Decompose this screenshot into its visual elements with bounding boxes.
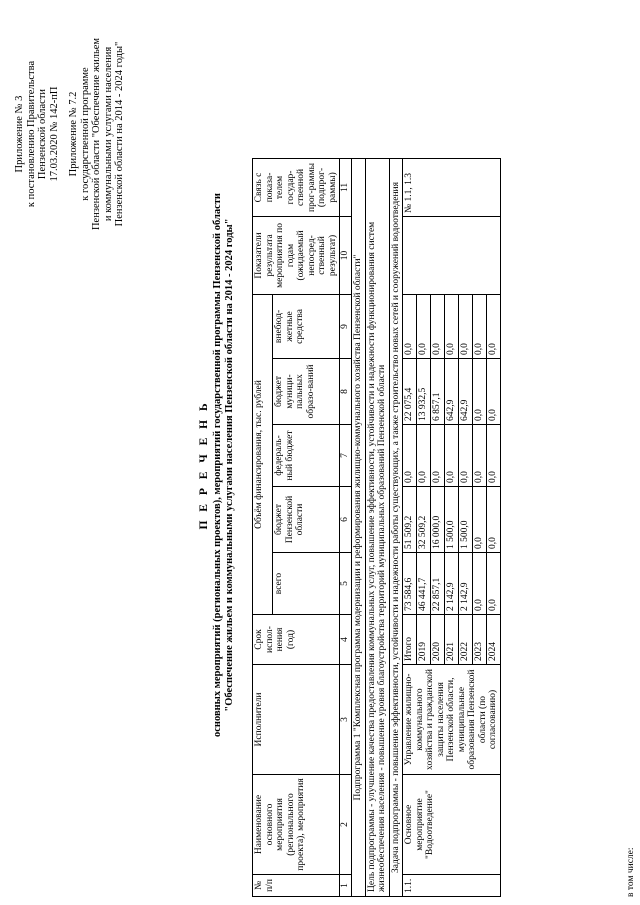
row-total: 0,0 [486,553,500,615]
row-total: 73 584,6 [403,553,417,615]
subprogram-goal: Цель подпрограммы - улучшение качества предоставления коммунальных услуг, повышение эффективности, устойчивости и надежности функционирования систем жизнеобеспечения населения - повышение уровня благоустройства территорий муниципальных образований Пензенской области [365,158,389,896]
subprogram-task: Задача подпрограммы - повышение эффективности, устойчивости и надежности работы существующих, а также строительство новых сетей и сооружений водоотведения [389,158,403,896]
subprogram-title: Подпрограмма 1 "Комплексная программа модернизации и реформирования жилищно-коммунального хозяйства Пензенской области" [352,158,366,896]
table-tail: в том числе: [626,847,636,897]
column-numbers-row [340,16,352,896]
row-regional: 1 500,0 [444,487,458,553]
appendix-line: к государственной программе [79,67,91,201]
row-regional: 1 500,0 [458,487,472,553]
row-extra: 0,0 [458,294,472,358]
activities-table [252,16,501,897]
row-year: 2021 [444,615,458,665]
header-link: Связь с показа-телем государ-ственной прог-раммы (подпрог-раммы) [253,158,340,216]
item-link: № 1.1, 1.3 [403,158,501,216]
column-number: 11 [340,158,352,216]
row-year: 2023 [472,615,486,665]
row-federal: 0,0 [403,425,417,487]
row-federal: 0,0 [486,425,500,487]
column-number: 3 [340,665,352,775]
item-number: 1.1. [403,875,501,897]
row-municipal: 642,9 [458,359,472,425]
header-extra-budget: внебюд-жетные средства [273,294,340,358]
row-total: 0,0 [472,553,486,615]
appendix-line: Приложение № 3 [14,95,25,173]
header-activity-name: Наименование основного мероприятия (регионального проекта), мероприятия [253,775,340,875]
appendix-line: Пензенской области на 2014 - 2024 годы" [114,41,125,227]
column-number: 5 [340,553,352,615]
row-year: Итого [403,615,417,665]
appendix-line: Приложение № 7.2 [68,91,79,177]
document-subtitle-2: "Обеспечение жильем и коммунальными услугами населения Пензенской области на 2014 - 2024 годы" [224,218,235,712]
appendix-line: к постановлению Правительства [25,60,37,208]
row-federal: 0,0 [416,425,430,487]
row-municipal: 22 075,4 [403,359,417,425]
column-number: 8 [340,359,352,425]
item-executor: Управление жилищно-коммунального хозяйства и гражданской защиты населения Пензенской области, муниципальные образования Пензенской области (по согласованию) [403,665,501,775]
subprogram-row [352,16,366,896]
appendix-line: и коммунальными услугами населения [102,46,114,222]
header-number: № п/п [253,875,340,897]
document-title: П Е Р Е Ч Е Н Ь [198,400,210,530]
row-extra: 0,0 [486,294,500,358]
row-regional: 0,0 [486,487,500,553]
header-row [253,16,273,896]
row-federal: 0,0 [458,425,472,487]
row-municipal: 13 932,5 [416,359,430,425]
header-term: Срок испол-нения (год) [253,615,340,665]
header-indicators: Показатели результата мероприятия по годам (ожидаемый непосред-ственный результат) [253,216,340,294]
task-row [389,16,403,896]
row-extra: 0,0 [444,294,458,358]
appendix-line: Пензенской области "Обеспечение жильем [91,37,102,231]
row-total: 2 142,9 [458,553,472,615]
row-municipal: 642,9 [444,359,458,425]
empty-space [253,16,340,158]
row-total: 22 857,1 [430,553,444,615]
header-funding: Объём финансирования, тыс. рублей [253,294,273,614]
row-extra: 0,0 [430,294,444,358]
column-number: 2 [340,775,352,875]
item-indicators [403,216,501,294]
row-total: 46 441,7 [416,553,430,615]
column-number: 7 [340,425,352,487]
column-number: 6 [340,487,352,553]
row-year: 2024 [486,615,500,665]
column-number: 1 [340,875,352,897]
row-municipal: 0,0 [486,359,500,425]
item-name: Основное мероприятие "Водоотведение" [403,775,501,875]
row-federal: 0,0 [472,425,486,487]
appendix-block [14,0,126,274]
row-regional: 51 509,2 [403,487,417,553]
appendix-line: Пензенской области [37,88,48,180]
funding-row [403,16,417,896]
row-federal: 0,0 [444,425,458,487]
row-total: 2 142,9 [444,553,458,615]
column-number: 10 [340,216,352,294]
header-federal-budget: федераль-ный бюджет [273,425,340,487]
appendix-lines-1 [14,0,60,274]
document-subtitle-1: основных мероприятий (региональных проектов), мероприятий государственной программы Пензенской области [212,193,223,737]
column-number: 9 [340,294,352,358]
row-extra: 0,0 [403,294,417,358]
appendix-lines-2 [68,0,126,274]
row-regional: 0,0 [472,487,486,553]
row-federal: 0,0 [430,425,444,487]
row-municipal: 0,0 [472,359,486,425]
row-extra: 0,0 [416,294,430,358]
row-regional: 32 509,2 [416,487,430,553]
row-extra: 0,0 [472,294,486,358]
header-municipal-budget: бюджет муници-пальных образо-ваний [273,359,340,425]
row-year: 2022 [458,615,472,665]
header-total: всего [273,553,340,615]
row-municipal: 6 857,1 [430,359,444,425]
row-year: 2019 [416,615,430,665]
header-regional-budget: бюджет Пензенской области [273,487,340,553]
header-executors: Исполнители [253,665,340,775]
column-number: 4 [340,615,352,665]
goal-row [365,16,389,896]
row-year: 2020 [430,615,444,665]
row-regional: 16 000,0 [430,487,444,553]
appendix-line: 17.03.2020 № 142-пП [48,86,60,182]
